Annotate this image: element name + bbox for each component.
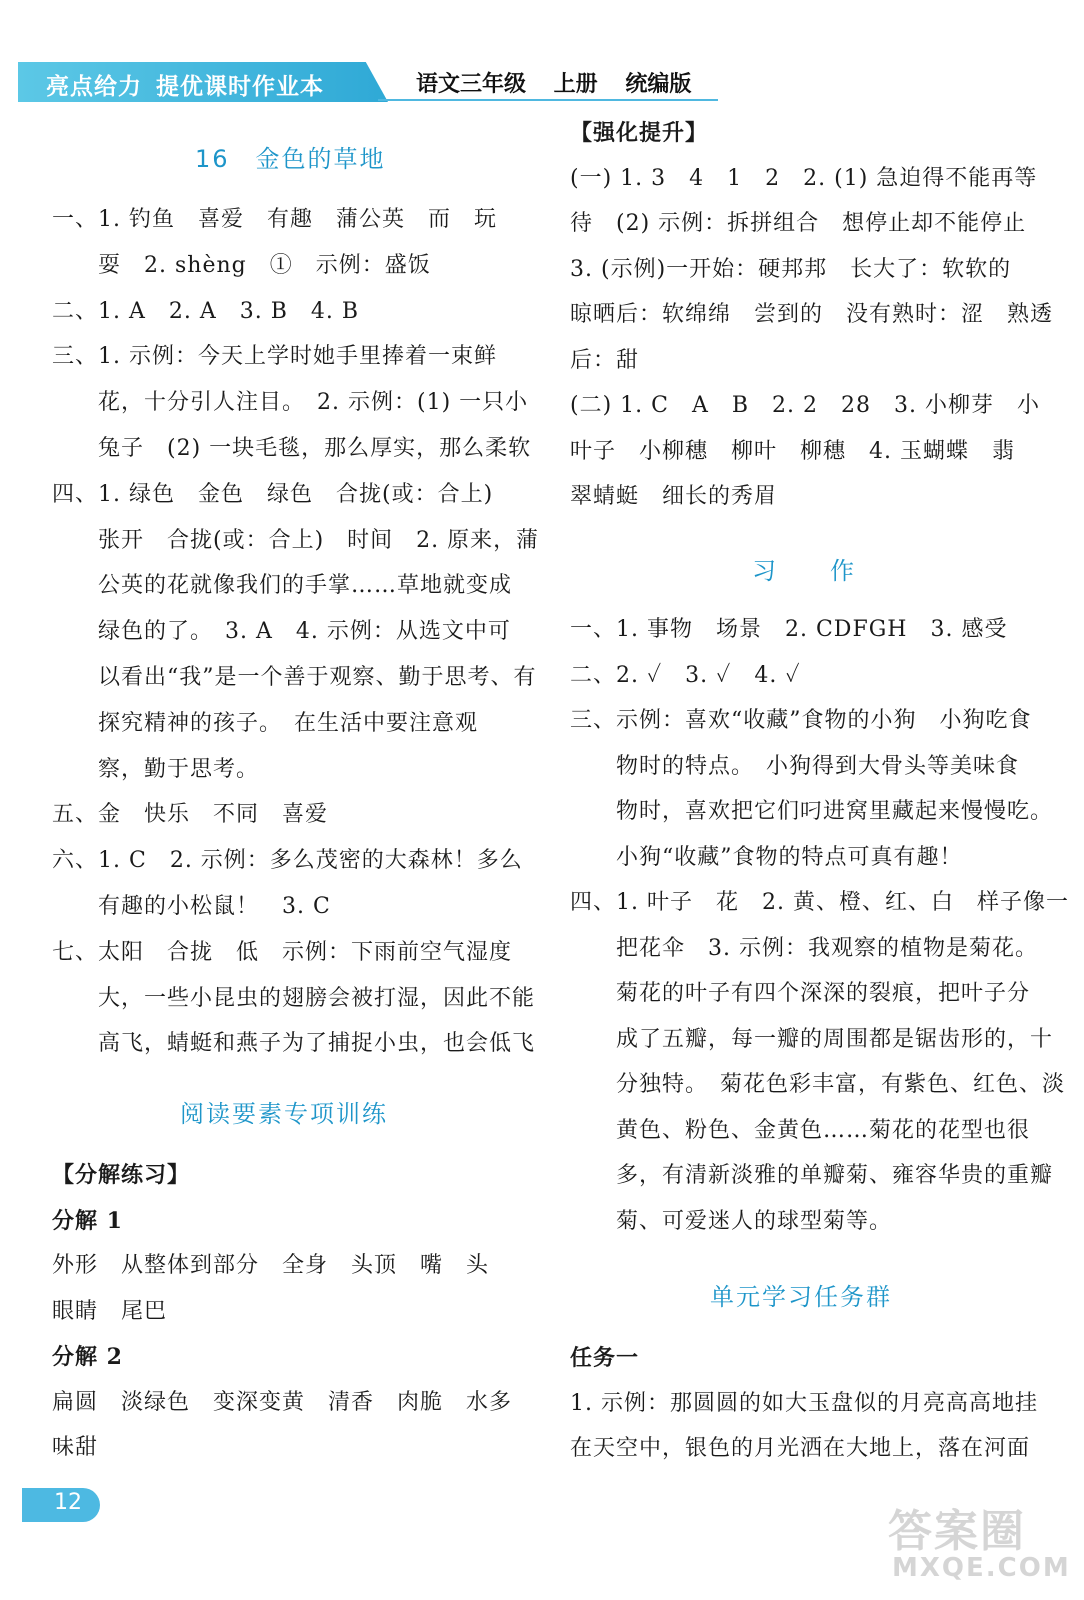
page-header — [18, 62, 698, 102]
header-rule — [378, 99, 718, 101]
answer-line: (二) 1. C A B 2. 2 28 3. 小柳芽 小 — [570, 393, 1040, 418]
answer-line: 外形 从整体到部分 全身 头顶 嘴 头 — [52, 1253, 490, 1278]
watermark-url: MXQE.COM — [892, 1553, 1071, 1583]
answer-line: 分解 1 — [52, 1207, 123, 1234]
answer-line: 成了五瓣，每一瓣的周围都是锯齿形的，十 — [570, 1026, 1054, 1052]
answer-line: 在天空中，银色的月光洒在大地上，落在河面 — [570, 1436, 1031, 1461]
answer-line: 味甜 — [52, 1435, 99, 1460]
answer-line: 张开 合拢(或：合上) 时间 2. 原来，蒲 — [52, 527, 540, 553]
answer-line: 三、示例：喜欢“收藏”食物的小狗 小狗吃食 — [570, 708, 1032, 733]
answer-line: 后：甜 — [570, 347, 640, 373]
answer-line: 晾晒后：软绵绵 尝到的 没有熟时：涩 熟透 — [570, 302, 1054, 327]
answer-line: 探究精神的孩子。 在生活中要注意观 — [52, 710, 479, 736]
answer-line: 3. (示例)一开始：硬邦邦 长大了：软软的 — [570, 256, 1012, 282]
answer-line: 一、1. 事物 场景 2. CDFGH 3. 感受 — [570, 617, 1008, 642]
page-number-badge — [22, 1488, 100, 1522]
answer-line: 物时，喜欢把它们叼进窝里藏起来慢慢吃。 — [570, 799, 1054, 824]
answer-line: 1. 示例：那圆圆的如大玉盘似的月亮高高地挂 — [570, 1390, 1038, 1416]
answer-line: (一) 1. 3 4 1 2 2. (1) 急迫得不能再等 — [570, 165, 1038, 191]
answer-line: 扁圆 淡绿色 变深变黄 清香 肉脆 水多 — [52, 1389, 513, 1415]
answer-line: 一、1. 钓鱼 喜爱 有趣 蒲公英 而 玩 — [52, 207, 497, 232]
watermark-logo — [880, 1495, 1070, 1590]
answer-line: 黄色、粉色、金黄色……菊花的花型也很 — [570, 1117, 1031, 1143]
answer-line: 物时的特点。 小狗得到大骨头等美味食 — [570, 753, 1020, 779]
answer-line: 小狗“收藏”食物的特点可真有趣！ — [570, 844, 963, 870]
answer-line: 有趣的小松鼠！ 3. C — [52, 894, 331, 919]
page-number: 12 — [54, 1490, 82, 1515]
answer-line: 【分解练习】 — [52, 1162, 191, 1188]
answer-line: 叶子 小柳穗 柳叶 柳穗 4. 玉蝴蝶 翡 — [570, 438, 1015, 464]
answer-line: 待 (2) 示例：拆拼组合 想停止却不能停止 — [570, 211, 1027, 236]
answer-line: 任务一 — [570, 1345, 640, 1371]
answer-line: 二、2. ✓ 3. ✓ 4. ✓ — [570, 662, 801, 688]
answer-line: 高飞，蜻蜓和燕子为了捕捉小虫，也会低飞 — [52, 1031, 536, 1057]
watermark-text: 答案圈 — [888, 1506, 1026, 1557]
answer-line: 【强化提升】 — [570, 120, 709, 146]
answer-line: 以看出“我”是一个善于观察、勤于思考、有 — [52, 665, 537, 690]
answer-line: 四、1. 绿色 金色 绿色 合拢(或：合上) — [52, 481, 494, 507]
answer-line: 绿色的了。 3. A 4. 示例：从选文中可 — [52, 619, 511, 645]
subject-label: 语文三年级 上册 统编版 — [416, 72, 692, 97]
answer-line: 耍 2. shèng ① 示例：盛饭 — [52, 252, 431, 278]
answer-line: 花，十分引人注目。 2. 示例：(1) 一只小 — [52, 390, 529, 416]
unit-task-title: 单元学习任务群 — [710, 1283, 892, 1311]
answer-line: 分独特。 菊花色彩丰富，有紫色、红色、淡 — [570, 1072, 1066, 1097]
answer-line: 分解 2 — [52, 1344, 123, 1370]
answer-line: 六、1. C 2. 示例：多么茂密的大森林！多么 — [52, 848, 523, 874]
answer-line: 二、1. A 2. A 3. B 4. B — [52, 298, 360, 324]
answer-line: 察，勤于思考。 — [52, 756, 260, 782]
answer-line: 多，有清新淡雅的单瓣菊、雍容华贵的重瓣 — [570, 1163, 1054, 1188]
answer-line: 菊花的叶子有四个深深的裂痕，把叶子分 — [570, 981, 1031, 1006]
writing-section-title: 习 作 — [752, 557, 856, 585]
answer-line: 大，一些小昆虫的翅膀会被打湿，因此不能 — [52, 985, 536, 1011]
answer-line: 翠蜻蜓 细长的秀眉 — [570, 484, 778, 509]
lesson-title: 16 金色的草地 — [195, 145, 386, 173]
answer-line: 把花伞 3. 示例：我观察的植物是菊花。 — [570, 935, 1038, 961]
reading-section-title: 阅读要素专项训练 — [180, 1100, 388, 1128]
answer-line: 五、金 快乐 不同 喜爱 — [52, 802, 329, 828]
answer-line: 三、1. 示例：今天上学时她手里捧着一束鲜 — [52, 344, 497, 370]
answer-line: 七、太阳 合拢 低 示例：下雨前空气湿度 — [52, 939, 513, 965]
brand-title: 亮点给力 提优课时作业本 — [46, 74, 324, 100]
answer-line: 眼睛 尾巴 — [52, 1298, 168, 1324]
answer-line: 菊、可爱迷人的球型菊等。 — [570, 1208, 893, 1234]
answer-line: 公英的花就像我们的手掌……草地就变成 — [52, 573, 513, 599]
answer-line: 四、1. 叶子 花 2. 黄、橙、红、白 样子像一 — [570, 890, 1069, 915]
answer-line: 兔子 (2) 一块毛毯，那么厚实，那么柔软 — [52, 436, 532, 461]
